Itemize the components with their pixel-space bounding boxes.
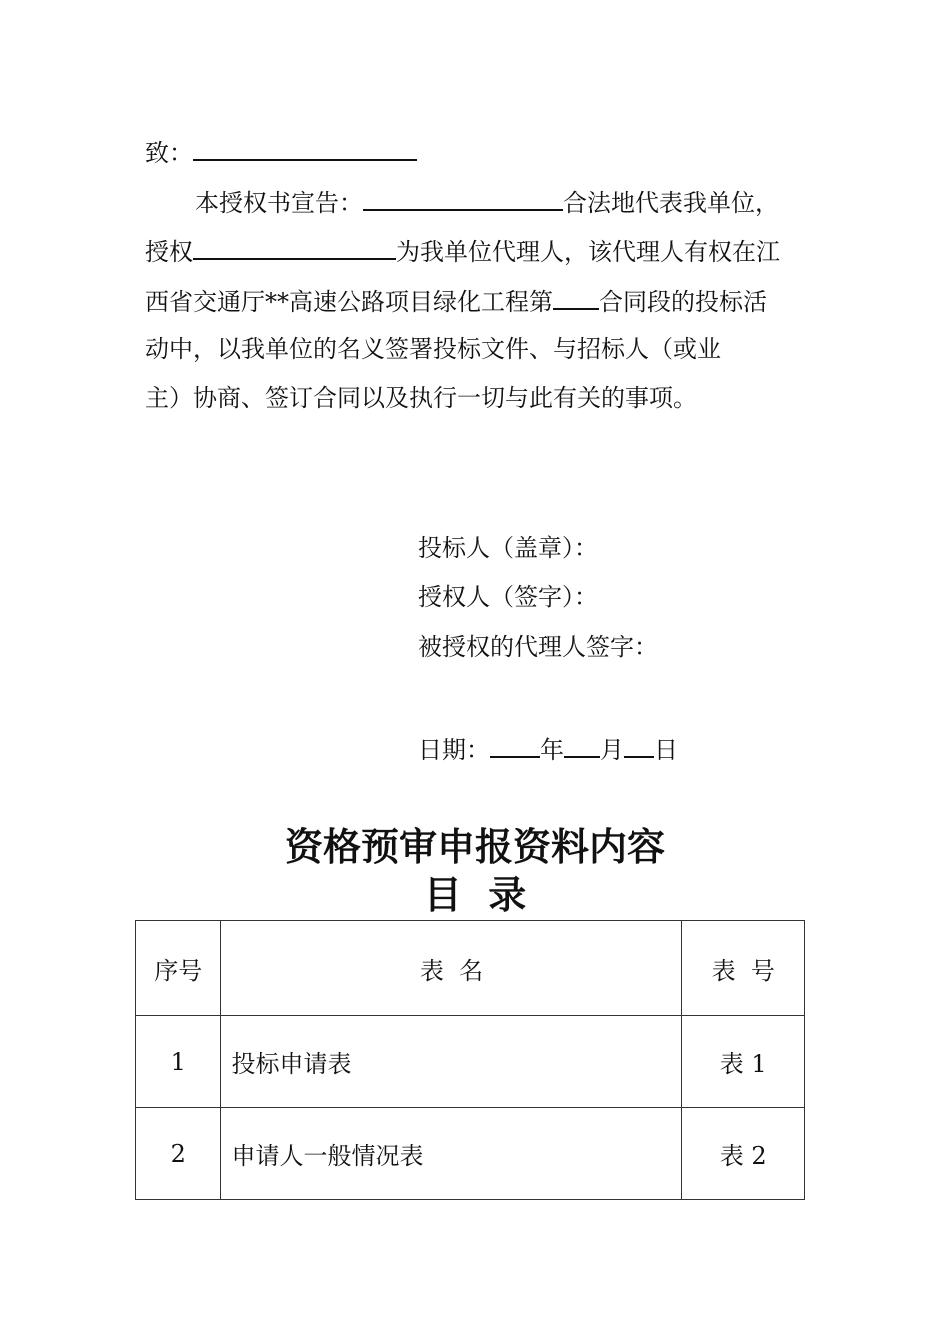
month-label: 月 bbox=[600, 736, 624, 764]
to-line bbox=[145, 133, 417, 169]
day-blank bbox=[624, 730, 654, 758]
authorize-text-b: 为我单位代理人，该代理人有权在江 bbox=[396, 238, 780, 266]
year-blank bbox=[490, 730, 540, 758]
declaration-line-3 bbox=[145, 282, 767, 318]
project-text-a: 西省交通厅**高速公路项目绿化工程第 bbox=[145, 288, 553, 316]
table-header-row bbox=[136, 921, 805, 1016]
legal-rep-blank bbox=[363, 183, 563, 211]
contract-section-blank bbox=[553, 282, 599, 310]
header-code: 表 号 bbox=[682, 921, 805, 1016]
recipient-blank bbox=[193, 133, 417, 161]
row-name: 投标申请表 bbox=[221, 1016, 682, 1108]
authorize-text-a: 授权 bbox=[145, 238, 193, 266]
declaration-line-1 bbox=[195, 183, 779, 219]
row-name: 申请人一般情况表 bbox=[221, 1108, 682, 1200]
to-label: 致： bbox=[145, 139, 193, 167]
row-num: 2 bbox=[136, 1108, 221, 1200]
header-num: 序号 bbox=[136, 921, 221, 1016]
authorizer-sign-label: 授权人（签字）： bbox=[418, 583, 598, 611]
row-code: 表 2 bbox=[682, 1108, 805, 1200]
declaration-line-5: 主）协商、签订合同以及执行一切与此有关的事项。 bbox=[145, 384, 697, 412]
bidder-seal-label: 投标人（盖章）： bbox=[418, 534, 598, 562]
day-label: 日 bbox=[654, 736, 678, 764]
year-label: 年 bbox=[540, 736, 564, 764]
table-row bbox=[136, 1016, 805, 1108]
declaration-text-a: 本授权书宣告： bbox=[195, 189, 363, 217]
project-text-b: 合同段的投标活 bbox=[599, 288, 767, 316]
row-code: 表 1 bbox=[682, 1016, 805, 1108]
declaration-text-b: 合法地代表我单位， bbox=[563, 189, 779, 217]
toc-subtitle: 目 录 bbox=[423, 872, 527, 917]
toc-table bbox=[135, 920, 805, 1200]
agent-sign-label: 被授权的代理人签字： bbox=[418, 633, 658, 661]
toc-title: 资格预审申报资料内容 bbox=[284, 824, 665, 869]
header-name: 表 名 bbox=[221, 921, 682, 1016]
table-row bbox=[136, 1108, 805, 1200]
date-label: 日期： bbox=[418, 736, 490, 764]
row-num: 1 bbox=[136, 1016, 221, 1108]
month-blank bbox=[564, 730, 600, 758]
declaration-line-4: 动中，以我单位的名义签署投标文件、与招标人（或业 bbox=[145, 335, 721, 363]
agent-name-blank bbox=[193, 232, 396, 260]
date-line bbox=[418, 730, 678, 766]
declaration-line-2 bbox=[145, 232, 780, 268]
